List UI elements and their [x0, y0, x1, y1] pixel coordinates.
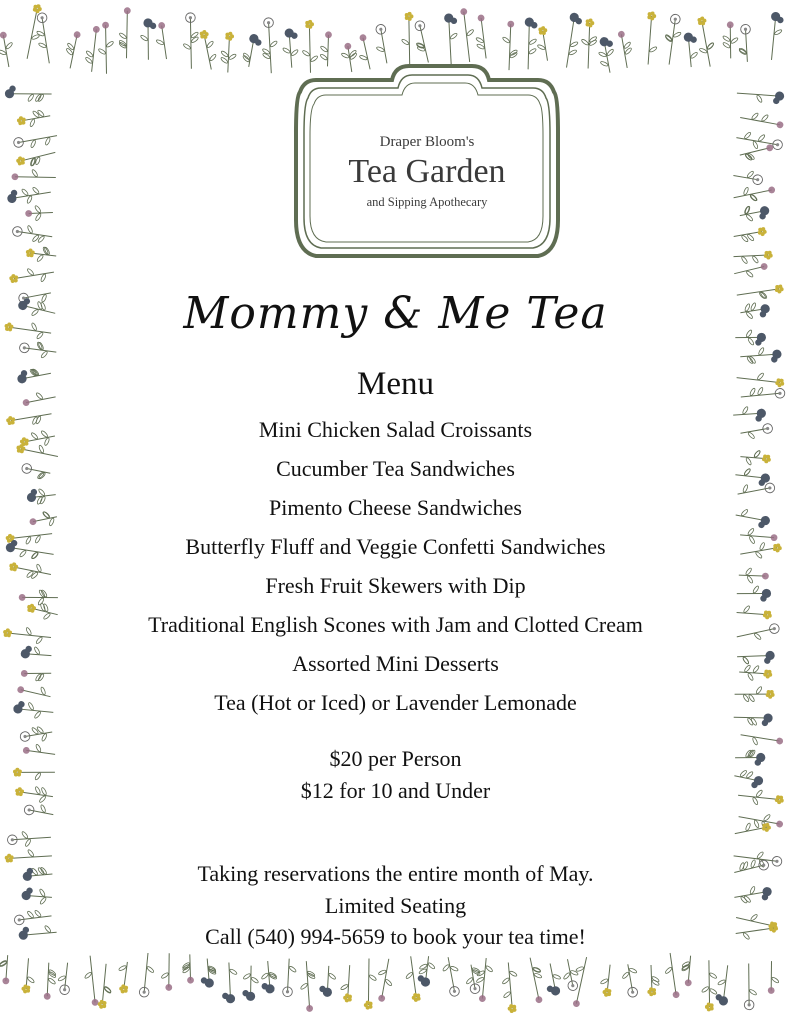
menu-heading: Menu — [357, 366, 434, 402]
menu-item: Traditional English Scones with Jam and Clotted Cream — [148, 612, 643, 637]
limited-seating-note: Limited Seating — [324, 893, 467, 918]
menu-item: Mini Chicken Salad Croissants — [258, 417, 533, 442]
flower-sprig — [19, 339, 58, 360]
flower-sprig — [599, 964, 615, 997]
menu-item: Assorted Mini Desserts — [292, 651, 499, 676]
phone-callout: Call (540) 994-5659 to book your tea time! — [205, 924, 586, 949]
flower-sprig — [7, 829, 51, 848]
flower-sprig — [680, 955, 694, 987]
flower-sprig — [21, 958, 37, 994]
flower-sprig — [282, 958, 297, 997]
flower-sprig — [768, 961, 780, 994]
logo-line-3: and Sipping Apothecary — [366, 195, 488, 209]
logo-line-1: Draper Bloom's — [379, 134, 475, 150]
menu-item: Butterfly Fluff and Veggie Confetti Sandwiches — [185, 534, 606, 559]
flower-sprig — [542, 962, 564, 997]
flower-sprig — [19, 724, 54, 745]
flower-sprig — [715, 964, 733, 1006]
flower-sprig — [701, 960, 718, 1011]
flower-sprig — [744, 963, 757, 1009]
logo-line-2: Tea Garden — [348, 153, 506, 190]
flower-sprig — [0, 955, 11, 985]
flower-sprig — [161, 953, 173, 991]
flower-sprig — [319, 965, 337, 997]
flower-sprig — [56, 962, 72, 995]
price-child: $12 for 10 and Under — [300, 778, 491, 803]
flower-sprig — [298, 961, 318, 1013]
flower-sprig — [474, 957, 494, 1002]
flower-sprig — [662, 953, 680, 1000]
reservation-note: Taking reservations the entire month of May. — [197, 861, 594, 886]
price-adult: $20 per Person — [329, 746, 462, 771]
menu-item: Fresh Fruit Skewers with Dip — [265, 573, 526, 598]
flower-sprig — [97, 963, 114, 1009]
flower-sprig — [221, 962, 239, 1004]
flower-sprig — [115, 961, 131, 994]
menu-item: Tea (Hot or Iced) or Lavender Lemonade — [214, 690, 577, 715]
flower-sprig — [620, 963, 642, 998]
flower-sprig — [559, 958, 581, 992]
flower-sprig — [364, 958, 377, 1009]
flower-sprig — [740, 346, 782, 365]
flower-sprig — [260, 960, 279, 994]
flower-sprig — [199, 958, 218, 988]
menu-list — [0, 410, 791, 722]
flower-sprig — [44, 963, 57, 1001]
flower-sprig — [646, 965, 660, 997]
flower-sprig — [500, 962, 521, 1014]
tea-garden-logo — [0, 0, 791, 300]
flower-sprig — [440, 956, 463, 998]
flower-sprig — [527, 956, 548, 1004]
flower-sprig — [373, 957, 397, 1003]
flower-sprig — [139, 953, 156, 998]
flower-sprig — [737, 809, 784, 833]
flower-sprig — [82, 955, 99, 1006]
flower-sprig — [242, 965, 259, 1001]
flower-sprig — [182, 954, 194, 984]
menu-item: Pimento Cheese Sandwiches — [269, 495, 522, 520]
menu-item: Cucumber Tea Sandwiches — [276, 456, 515, 481]
flower-sprig — [339, 965, 353, 1003]
flower-sprig — [463, 963, 484, 994]
flower-sprig — [417, 955, 437, 987]
event-title: Mommy & Me Tea — [183, 288, 608, 339]
